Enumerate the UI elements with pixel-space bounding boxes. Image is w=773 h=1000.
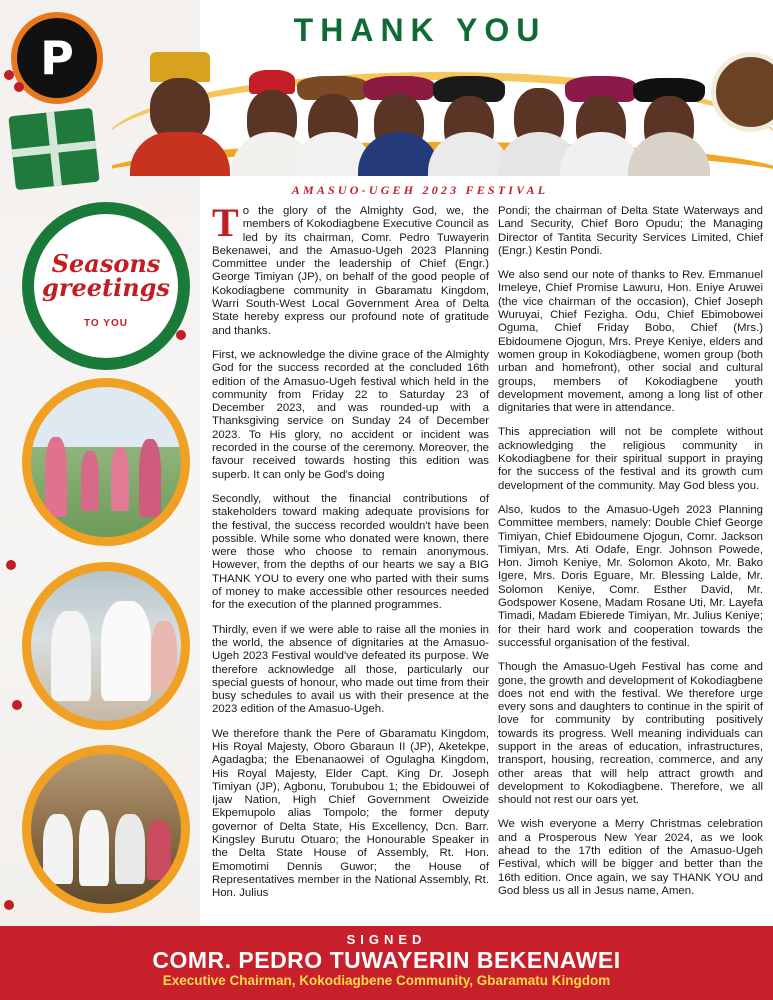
seasons-greetings-wreath xyxy=(22,202,190,370)
dignitary-photo xyxy=(130,52,230,176)
dignitaries-banner xyxy=(112,52,773,176)
logo-p-icon: P xyxy=(17,18,97,98)
berry-icon xyxy=(6,560,16,570)
berry-icon xyxy=(14,82,24,92)
paragraph: First, we acknowledge the divine grace of the Almighty God for the success recorded at the concluded 16th edition of the Amasuo-Ugeh festival which held in the community from Friday 22 to Saturday 23 of December 2023, and was rounded-up with a Thanksgiving service on Sunday 24 of December 2023. To His glory, no accident or incident was recorded in the course of the ceremony. Moreover, the favour received towards hosting this edition was superb. It can only be God's doing xyxy=(212,348,489,481)
article-column-left xyxy=(212,200,489,912)
paragraph: We wish everyone a Merry Christmas celebration and a Prosperous New Year 2024, as we look ahead to the 17th edition of the Amasuo-Ugeh Festival, which will be bigger and better than the 16th edition. Once again, we say THANK YOU and God bless us all in Jesus name, Amen. xyxy=(498,818,763,897)
festival-subtitle: AMASUO-UGEH 2023 FESTIVAL xyxy=(291,183,549,197)
berry-icon xyxy=(176,330,186,340)
greeting-line-1: Seasons xyxy=(51,249,161,278)
greeting-line-2: greetings xyxy=(42,273,170,302)
page-title: THANK YOU xyxy=(293,12,547,48)
paragraph: Secondly, without the financial contributions of stakeholders toward making adequate provisions for the festival, the success recorded wouldn't have been possible. While some who donated were known, there were those who choose to remain anonymous. However, from the depths of our hearts we say a BIG THANK YOU to every one who parted with their sums of money to make accessible other resources needed for the execution of the planned programmes. xyxy=(212,492,489,612)
paragraph: Also, kudos to the Amasuo-Ugeh 2023 Planning Committee members, namely: Double Chief George Timiyan, Chief Ebidoumene Ojogun, Comr. Jackson Timiyan, Mrs. Ati Odafe, Engr. Johnson Powede, Hon. Jimoh Keniye, Mr. Solomon Akoto, Mr. Bako Igere, Mrs. Doris Eguare, Mr. Blessing Lalde, Mr. Solomon Keniye, Comr. Esther David, Mr. Godspower Kosene, Madam Rosane Uti, Mr. Layefa Timadi, Madam Ebierede Timiyan, Mr. Julius Keniye; for their hard work and cooperation towards the successful organisation of the festival. xyxy=(498,503,763,649)
signed-label: SIGNED xyxy=(346,932,427,947)
paragraph: Pondi; the chairman of Delta State Waterways and Land Security, Chief Boro Opudu; the Managing Director of Tantita Security Services Limited, Chief (Engr.) Kestin Pondi. xyxy=(498,205,763,257)
paragraph: This appreciation will not be complete without acknowledging the religious community in Kokodiagbene for their spiritual support in praying for the success of the festival and its growth cum development of the community. May God bless you. xyxy=(498,426,763,492)
berry-icon xyxy=(12,700,22,710)
paragraph: We therefore thank the Pere of Gbaramatu Kingdom, His Royal Majesty, Oboro Gbaraun II (JP), Aketekpe, Agadagba; the Ebenanaowei of Ogulagha Kingdom, His Royal Majesty, Elder Capt. King Dr. Joseph Timiyan (JP), Agbonu, Torububou 1; the Ebidouwei of Ijaw Nation, High Chief Government Oweizide Ekpemupolo alias Tompolo; the former deputy governor of Delta State, His Excellency, Dcn. Barr. Kingsley Burutu Otuaro; the Honourable Speaker in the Delta State House of Assembly, Rt. Hon. Emomotimi Dennis Guwor; the House of Representatives member in the National Assembly, Rt. Hon. Julius xyxy=(212,727,489,900)
greeting-line-3: TO YOU xyxy=(84,318,128,329)
dignitary-photo xyxy=(628,64,710,176)
paragraph: We also send our note of thanks to Rev. Emmanuel Imeleye, Chief Promise Lawuru, Hon. Eniye Aruwei (the vice chairman of the occasion), Chief Joseph Wuruyai, Chief Fezigha. Odu, Chief Ebimobowei Oguma, Chief Friday Bobo, Chief (Mrs.) Ebidoumene Ojogun, Mrs. Preye Keniye, elders and women group in Kokodiagbene, women group (both urban and homefront), other social and cultural groups, members of Kokodiagbene youth development movement, among a long list of other dignitaries that were in attendance. xyxy=(498,269,763,415)
publisher-logo xyxy=(11,12,103,104)
signature-footer xyxy=(0,926,773,1000)
drop-cap: T xyxy=(212,200,239,245)
festival-photo-dancers xyxy=(22,378,190,546)
signatory-role: Executive Chairman, Kokodiagbene Community, Gbaramatu Kingdom xyxy=(162,973,611,988)
paragraph: Though the Amasuo-Ugeh Festival has come and gone, the growth and development of Kokodiagbene does not end with the festival. We therefore urge every sons and daughters to continue in the spirit of love for community by contributing positively towards its progress. Well meaning individuals can support in the areas of education, infrastructures, transport, housing, recreation, commerce, and any other areas that will help attract growth and development to Kokodiagbene. Therefore, we all should not rest our oars yet. xyxy=(498,661,763,807)
signatory-name: COMR. PEDRO TUWAYERIN BEKENAWEI xyxy=(152,947,621,973)
festival-photo-masquerades xyxy=(22,562,190,730)
paragraph: To the glory of the Almighty God, we, the members of Kokodiagbene Executive Council as led by its chairman, Comr. Pedro Tuwayerin Bekenawei, and the Amasuo-Ugeh 2023 Planning Committee under the leadership of Chief (Engr.) George Timiyan (JP), on behalf of the good people of Kokodiagbene community in Gbaramatu Kingdom, Warri South-West Local Government Area of Delta State hereby express our profound note of gratitude and thanks. xyxy=(212,200,489,337)
gift-box-icon xyxy=(8,108,99,190)
berry-icon xyxy=(4,70,14,80)
article-column-right xyxy=(498,205,763,909)
paragraph: Thirdly, even if we were able to raise all the monies in the world, the absence of dignitaries at the Amasuo-Ugeh 2023 Festival would've defeated its purpose. We therefore acknowledge all those, particularly our special guests of honour, who made out time from their busy schedules to avail us with their presence at the 2023 edition of the Amasuo-Ugeh. xyxy=(212,623,489,716)
festival-photo-women-group xyxy=(22,745,190,913)
berry-icon xyxy=(4,900,14,910)
